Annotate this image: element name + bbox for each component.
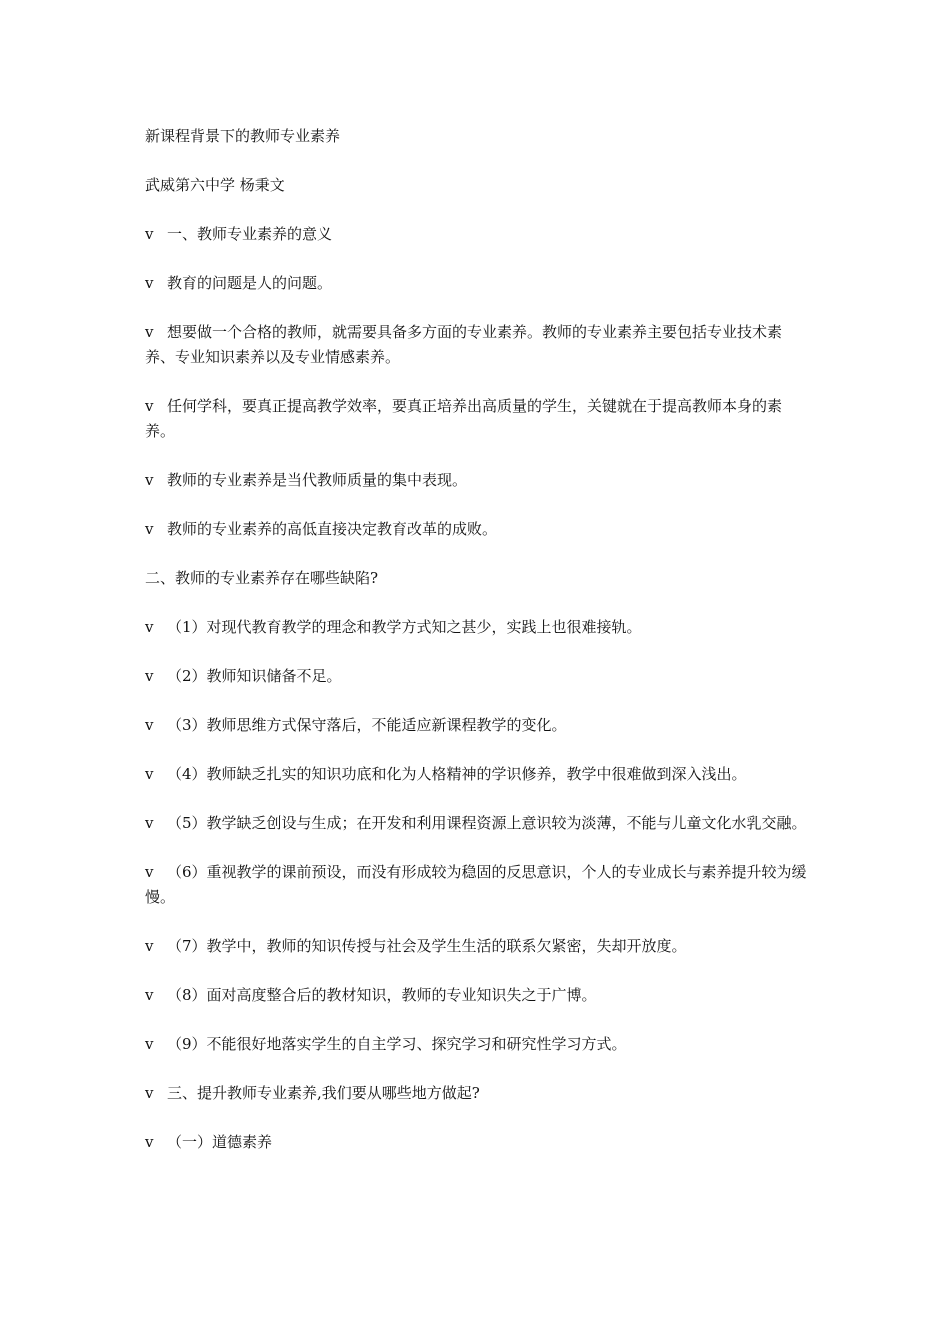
list-item [145, 934, 810, 959]
list-item [145, 1032, 810, 1057]
list-item-text: （一）道德素养 [167, 1133, 273, 1151]
list-item [145, 762, 810, 787]
bullet-marker: v [145, 225, 154, 243]
bullet-marker: v [145, 323, 154, 341]
list-item [145, 983, 810, 1008]
list-item [145, 1130, 810, 1155]
document-author: 武威第六中学 杨秉文 [145, 176, 285, 194]
list-item-text: 教师的专业素养是当代教师质量的集中表现。 [167, 471, 468, 489]
bullet-marker: v [145, 667, 154, 685]
list-item [145, 615, 810, 640]
list-item-text: （3）教师思维方式保守落后，不能适应新课程教学的变化。 [167, 716, 567, 734]
list-item [145, 1081, 810, 1106]
list-item [145, 394, 810, 444]
list-item-text: （6）重视教学的课前预设，而没有形成较为稳固的反思意识，个人的专业成长与素养提升较为缓慢。 [145, 863, 807, 906]
document-body [145, 124, 810, 1179]
list-item-text: 想要做一个合格的教师，就需要具备多方面的专业素养。教师的专业素养主要包括专业技术素养、专业知识素养以及专业情感素养。 [145, 323, 783, 366]
bullet-marker: v [145, 814, 154, 832]
bullet-marker: v [145, 618, 154, 636]
document-title: 新课程背景下的教师专业素养 [145, 127, 341, 145]
list-item-text: （1）对现代教育教学的理念和教学方式知之甚少，实践上也很难接轨。 [167, 618, 642, 636]
list-item-text: 三、提升教师专业素养,我们要从哪些地方做起? [167, 1084, 480, 1102]
list-item-text: 一、教师专业素养的意义 [167, 225, 333, 243]
list-item-text: （4）教师缺乏扎实的知识功底和化为人格精神的学识修养，教学中很难做到深入浅出。 [167, 765, 747, 783]
list-item [145, 664, 810, 689]
bullet-marker: v [145, 716, 154, 734]
list-item-text: （9）不能很好地落实学生的自主学习、探究学习和研究性学习方式。 [167, 1035, 627, 1053]
list-item [145, 860, 810, 910]
list-item [145, 271, 810, 296]
list-item-text: （5）教学缺乏创设与生成；在开发和利用课程资源上意识较为淡薄，不能与儿童文化水乳交融。 [167, 814, 807, 832]
bullet-marker: v [145, 397, 154, 415]
list-item [145, 713, 810, 738]
list-item-text: （8）面对高度整合后的教材知识，教师的专业知识失之于广博。 [167, 986, 597, 1004]
list-item [145, 517, 810, 542]
bullet-marker: v [145, 1035, 154, 1053]
list-item-text: 教师的专业素养的高低直接决定教育改革的成败。 [167, 520, 498, 538]
bullet-marker: v [145, 937, 154, 955]
list-item [145, 811, 810, 836]
bullet-marker: v [145, 863, 154, 881]
bullet-marker: v [145, 765, 154, 783]
list-item-text: 教育的问题是人的问题。 [167, 274, 333, 292]
bullet-marker: v [145, 1133, 154, 1151]
list-item [145, 320, 810, 370]
section-heading: 二、教师的专业素养存在哪些缺陷? [145, 569, 379, 587]
bullet-marker: v [145, 471, 154, 489]
list-item-text: （2）教师知识储备不足。 [167, 667, 342, 685]
bullet-marker: v [145, 520, 154, 538]
list-item [145, 222, 810, 247]
bullet-marker: v [145, 986, 154, 1004]
bullet-marker: v [145, 274, 154, 292]
bullet-marker: v [145, 1084, 154, 1102]
list-item-text: 任何学科，要真正提高教学效率，要真正培养出高质量的学生，关键就在于提高教师本身的素养。 [145, 397, 783, 440]
list-item [145, 468, 810, 493]
list-item-text: （7）教学中，教师的知识传授与社会及学生生活的联系欠紧密，失却开放度。 [167, 937, 687, 955]
